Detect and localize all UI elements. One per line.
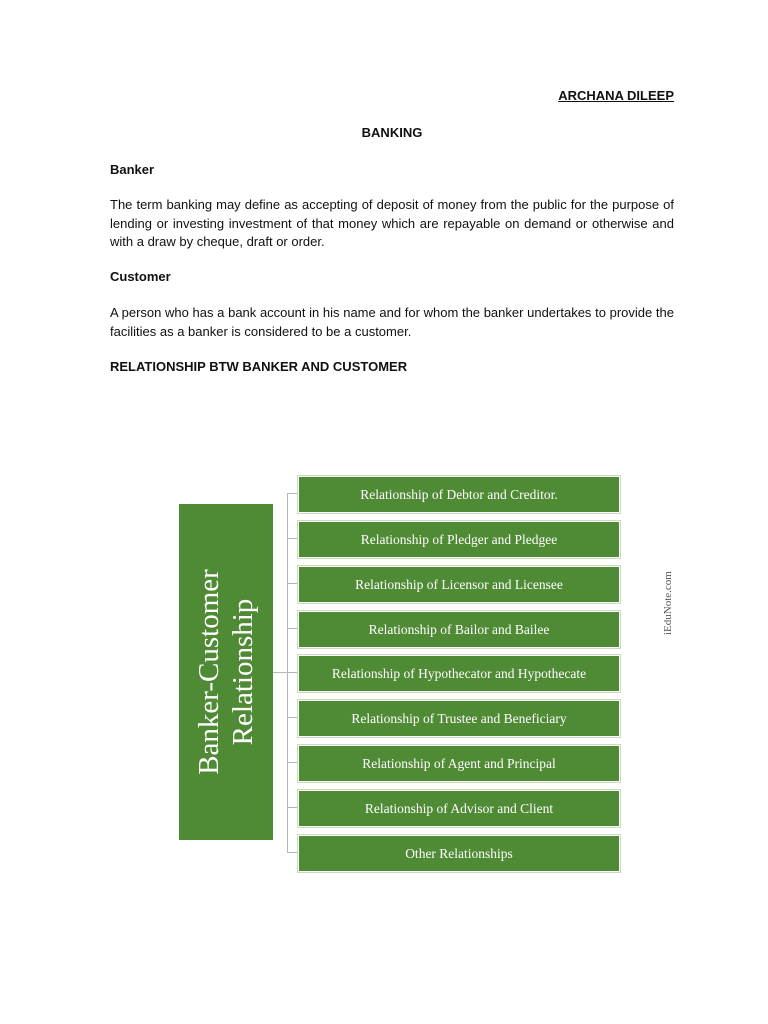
diagram-main-label-line1: Banker-Customer bbox=[193, 569, 225, 775]
diagram-item: Relationship of Debtor and Creditor. bbox=[298, 476, 620, 513]
diagram-connector-branch bbox=[287, 583, 298, 584]
diagram-connector-branch bbox=[287, 762, 298, 763]
diagram-connector-branch bbox=[287, 717, 298, 718]
diagram-item: Other Relationships bbox=[298, 835, 620, 872]
diagram-item: Relationship of Advisor and Client bbox=[298, 790, 620, 827]
diagram-main-box bbox=[179, 504, 273, 840]
section-heading-customer: Customer bbox=[110, 269, 171, 284]
diagram-connector-branch bbox=[287, 852, 298, 853]
diagram-main-label-line2: Relationship bbox=[227, 598, 259, 746]
watermark-text: iEduNote.com bbox=[662, 571, 674, 635]
diagram-item: Relationship of Agent and Principal bbox=[298, 745, 620, 782]
diagram-item: Relationship of Bailor and Bailee bbox=[298, 611, 620, 648]
diagram-connector-branch bbox=[287, 672, 298, 673]
diagram-item: Relationship of Pledger and Pledgee bbox=[298, 521, 620, 558]
document-title: BANKING bbox=[361, 125, 423, 140]
diagram-connector-main bbox=[273, 672, 287, 673]
diagram-main-label bbox=[192, 569, 260, 775]
section-heading-banker: Banker bbox=[110, 162, 155, 177]
section-body-customer: A person who has a bank account in his name and for whom the banker undertakes to provide the facilities as a banker is considered to be a customer. bbox=[110, 305, 674, 339]
relationship-heading: RELATIONSHIP BTW BANKER AND CUSTOMER bbox=[110, 359, 408, 374]
author-name: ARCHANA DILEEP bbox=[558, 88, 674, 103]
diagram-connector-branch bbox=[287, 538, 298, 539]
section-body-banker: The term banking may define as accepting of deposit of money from the public for the purpose of lending or investing investment of that money which are repayable on demand or otherwise and with a draw by cheque, draft or order. bbox=[110, 197, 674, 249]
diagram-connector-branch bbox=[287, 493, 298, 494]
diagram-item: Relationship of Licensor and Licensee bbox=[298, 566, 620, 603]
diagram-item: Relationship of Trustee and Beneficiary bbox=[298, 700, 620, 737]
diagram-item: Relationship of Hypothecator and Hypothecate bbox=[298, 655, 620, 692]
diagram-connector-branch bbox=[287, 628, 298, 629]
diagram-connector-branch bbox=[287, 807, 298, 808]
relationship-diagram bbox=[110, 455, 685, 885]
